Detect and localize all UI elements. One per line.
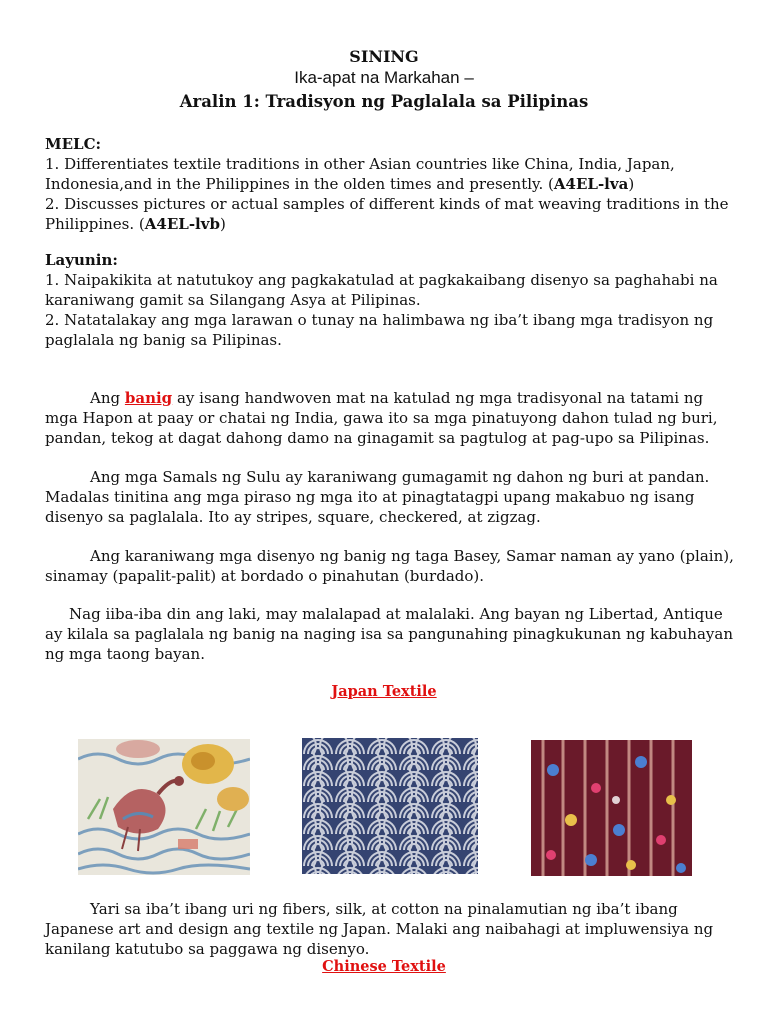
banig-keyword: banig (124, 389, 173, 407)
paragraph-libertad: Nag iiba-iba din ang laki, may malalapad at malalaki. Ang bayan ng Libertad, Antique ay kilala sa paglalala ng banig na naging isa sa pangunahing pinagkukunan ng kabuhayan ng mga taong bayan. (45, 605, 733, 663)
quarter-title: Ika-apat na Markahan – (294, 68, 474, 87)
japan-textile-caption: Japan Textile (331, 683, 437, 700)
melc-item-2-code: A4EL-lvb (144, 215, 220, 233)
melc-label: MELC: (45, 135, 102, 153)
japan-textile-image-floral (78, 739, 250, 875)
chinese-textile-caption: Chinese Textile (322, 958, 446, 975)
japan-textile-image-waves (302, 738, 478, 874)
japan-textile-image-floral-stripes (531, 740, 692, 876)
melc-section (45, 134, 735, 234)
lesson-title: Aralin 1: Tradisyon ng Paglalala sa Pilipinas (179, 92, 589, 111)
paragraph-basey: Ang karaniwang mga disenyo ng banig ng taga Basey, Samar naman ay yano (plain), sinamay (papalit-palit) at bordado o pinahutan (burdado). (45, 547, 734, 585)
paragraph-banig-rest: ay isang handwoven mat na katulad ng mga tradisyonal na tatami ng mga Hapon at paay or chatai ng India, gawa ito sa mga pinatuyong dahon tulad ng buri, pandan, tekog at dagat dahong damo na ginagamit sa pagtulog at pag-upo sa Pilipinas. (45, 389, 718, 447)
melc-item-2-text: 2. Discusses pictures or actual samples of different kinds of mat weaving traditions in the Philippines. ( (45, 195, 729, 233)
paragraph-japan-textile: Yari sa iba’t ibang uri ng fibers, silk, at cotton na pinalamutian ng iba’t ibang Japanese art and design ang textile ng Japan. Malaki ang naibahagi at impluwensiya ng kanilang katutubo sa paggawa ng disenyo. (45, 900, 714, 958)
melc-item-1 (45, 154, 735, 194)
layunin-label: Layunin: (45, 251, 118, 269)
melc-item-1-close: ) (628, 175, 635, 193)
layunin-item-1: 1. Naipakikita at natutukoy ang pagkakatulad at pagkakaibang disenyo sa paghahabi na karaniwang gamit sa Silangang Asya at Pilipinas. (45, 271, 718, 309)
paragraph-banig-start: Ang (90, 389, 125, 407)
layunin-item-2: 2. Natatalakay ang mga larawan o tunay na halimbawa ng iba’t ibang mga tradisyon ng paglalala ng banig sa Pilipinas. (45, 311, 714, 349)
melc-item-2-close: ) (219, 215, 226, 233)
subject-title: SINING (349, 47, 419, 66)
melc-item-2 (45, 194, 735, 234)
melc-item-1-text: 1. Differentiates textile traditions in other Asian countries like China, India, Japan, Indonesia,and in the Philippines in the olden times and presently. ( (45, 155, 675, 193)
layunin-section (45, 250, 735, 350)
paragraph-samals: Ang mga Samals ng Sulu ay karaniwang gumagamit ng dahon ng buri at pandan. Madalas tinitina ang mga piraso ng mga ito at pinagtatagpi upang makabuo ng isang disenyo sa paglalala. Ito ay stripes, square, checkered, at zigzag. (45, 468, 710, 526)
melc-item-1-code: A4EL-lva (553, 175, 629, 193)
paragraph-banig (45, 388, 735, 448)
